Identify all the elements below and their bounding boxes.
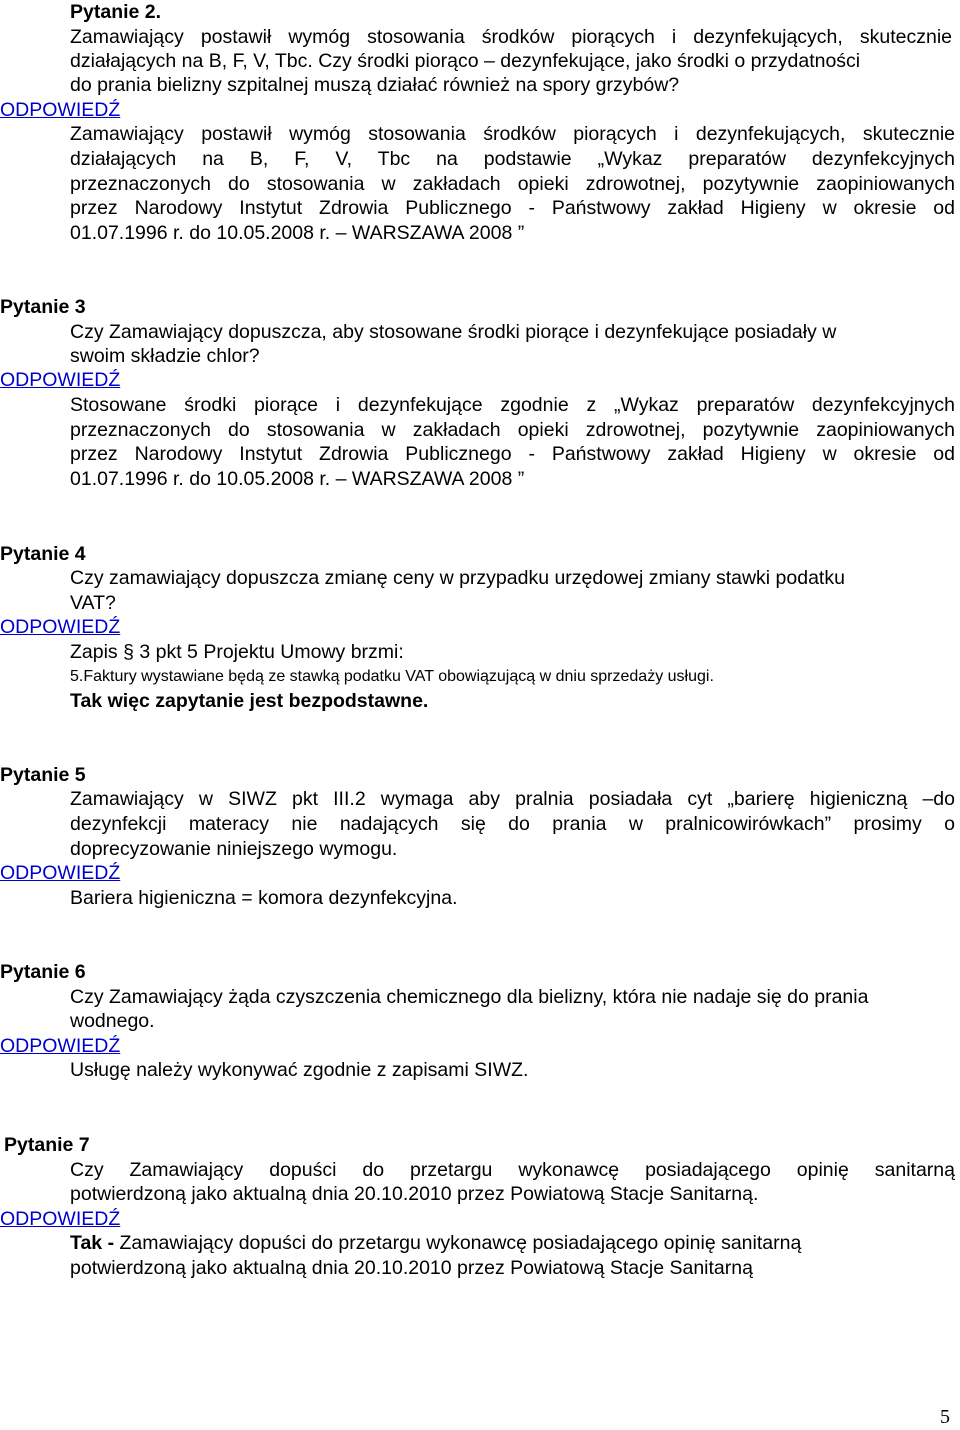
answer-7-lead: Tak - [70,1232,115,1254]
answer-label: ODPOWIEDŹ [0,369,121,391]
question-2-title: Pytanie 2. [70,1,162,23]
question-5-text-line: Zamawiający w SIWZ pkt III.2 wymaga aby pralnia posiadała cyt „barierę higieniczną –do [70,788,955,810]
question-6-text-line: wodnego. [70,1010,155,1032]
answer-2-text-line: przeznaczonych do stosowania w zakładach opieki zdrowotnej, pozytywnie zaopiniowanych [70,173,955,195]
answer-4-conclusion: Tak więc zapytanie jest bezpodstawne. [70,690,429,712]
question-4-text-line: Czy zamawiający dopuszcza zmianę ceny w przypadku urzędowej zmiany stawki podatku [70,567,845,589]
answer-label: ODPOWIEDŹ [0,862,121,884]
question-5-title: Pytanie 5 [0,764,86,786]
question-2-text-line: działających na B, F, V, Tbc. Czy środki piorąco – dezynfekujące, jako środki o przydatności [70,50,861,72]
answer-label: ODPOWIEDŹ [0,1035,121,1057]
answer-3-text-line: Stosowane środki piorące i dezynfekujące zgodnie z „Wykaz preparatów dezynfekcyjnych [70,394,955,416]
question-6-text-line: Czy Zamawiający żąda czyszczenia chemicznego dla bielizny, która nie nadaje się do prania [70,986,869,1008]
question-2-text-line: Zamawiający postawił wymóg stosowania środków piorących i dezynfekujących, skutecznie [70,26,952,48]
answer-3-text-line: 01.07.1996 r. do 10.05.2008 r. – WARSZAWA 2008 ” [70,468,525,490]
answer-7-text-line [70,1231,955,1256]
answer-7-text-line: potwierdzoną jako aktualną dnia 20.10.2010 przez Powiatową Stacje Sanitarną [70,1257,753,1279]
answer-2-text-line: Zamawiający postawił wymóg stosowania środków piorących i dezynfekujących, skutecznie [70,123,955,145]
answer-3-text-line: przeznaczonych do stosowania w zakładach opieki zdrowotnej, pozytywnie zaopiniowanych [70,419,955,441]
question-5-text-line: doprecyzowanie niniejszego wymogu. [70,838,398,860]
question-4-title: Pytanie 4 [0,543,86,565]
answer-label: ODPOWIEDŹ [0,1208,121,1230]
question-7-text-line: Czy Zamawiający dopuści do przetargu wykonawcę posiadającego opinię sanitarną [70,1159,955,1181]
answer-4-intro: Zapis § 3 pkt 5 Projektu Umowy brzmi: [70,641,404,663]
answer-6-text: Usługę należy wykonywać zgodnie z zapisami SIWZ. [70,1059,529,1081]
question-2-text-line: do prania bielizny szpitalnej muszą działać również na spory grzybów? [70,74,680,96]
question-3-title: Pytanie 3 [0,296,86,318]
answer-7-line1-rest: Zamawiający dopuści do przetargu wykonawcę posiadającego opinię sanitarną [114,1232,802,1254]
question-5-text-line: dezynfekcji materacy nie nadających się do prania w pralnicowirówkach” prosimy o [70,813,955,835]
answer-2-text-line: działających na B, F, V, Tbc na podstawie „Wykaz preparatów dezynfekcyjnych [70,148,955,170]
question-4-text-line: VAT? [70,592,116,614]
page-number: 5 [940,1406,950,1428]
question-3-text-line: swoim składzie chlor? [70,345,260,367]
answer-4-quote: 5.Faktury wystawiane będą ze stawką podatku VAT obowiązującą w dniu sprzedaży usługi. [70,668,714,685]
question-6-title: Pytanie 6 [0,961,86,983]
answer-3-text-line: przez Narodowy Instytut Zdrowia Publicznego - Państwowy zakład Higieny w okresie od [70,443,955,465]
answer-label: ODPOWIEDŹ [0,99,121,121]
question-7-title: Pytanie 7 [4,1134,90,1156]
answer-2-text-line: 01.07.1996 r. do 10.05.2008 r. – WARSZAWA 2008 ” [70,222,525,244]
answer-2-text-line: przez Narodowy Instytut Zdrowia Publicznego - Państwowy zakład Higieny w okresie od [70,197,955,219]
answer-5-text: Bariera higieniczna = komora dezynfekcyjna. [70,887,458,909]
question-7-text-line: potwierdzoną jako aktualną dnia 20.10.2010 przez Powiatową Stacje Sanitarną. [70,1183,759,1205]
answer-label: ODPOWIEDŹ [0,616,121,638]
question-3-text-line: Czy Zamawiający dopuszcza, aby stosowane środki piorące i dezynfekujące posiadały w [70,321,837,343]
